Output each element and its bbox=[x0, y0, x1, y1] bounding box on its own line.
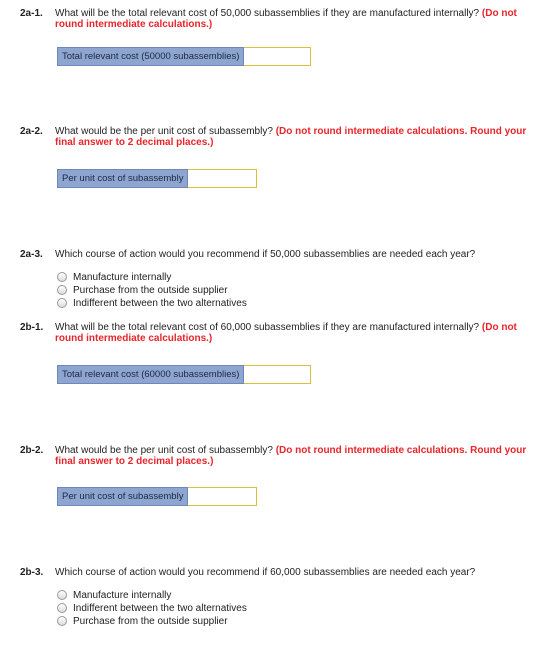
radio-button[interactable] bbox=[57, 616, 67, 626]
per-unit-cost-input-2b[interactable] bbox=[188, 487, 257, 506]
question-2b-1 bbox=[20, 322, 530, 344]
question-number: 2a-1. bbox=[20, 8, 43, 19]
total-relevant-cost-60000-input[interactable] bbox=[244, 365, 311, 384]
question-instruction: (Do not round intermediate calculations. Round your final answer to 2 decimal places.) bbox=[55, 126, 527, 148]
per-unit-cost-input-2a[interactable] bbox=[188, 169, 257, 188]
question-2b-3 bbox=[20, 567, 530, 578]
question-2a-3 bbox=[20, 249, 530, 260]
question-instruction: (Do not round intermediate calculations.) bbox=[55, 322, 517, 344]
question-2b-2 bbox=[20, 445, 530, 467]
radio-option[interactable] bbox=[57, 602, 247, 614]
answer-row-2b-2 bbox=[57, 487, 257, 506]
question-text: Which course of action would you recommend if 50,000 subassemblies are needed each year? bbox=[55, 249, 476, 260]
radio-button[interactable] bbox=[57, 298, 67, 308]
answer-label: Per unit cost of subassembly bbox=[57, 169, 188, 188]
answer-label: Total relevant cost (60000 subassemblies) bbox=[57, 365, 244, 384]
radio-label: Purchase from the outside supplier bbox=[73, 284, 228, 296]
radio-button[interactable] bbox=[57, 590, 67, 600]
answer-row-2a-1 bbox=[57, 47, 311, 66]
question-number: 2a-3. bbox=[20, 249, 43, 260]
question-number: 2b-2. bbox=[20, 445, 44, 456]
radio-option[interactable] bbox=[57, 297, 247, 309]
question-instruction: (Do not round intermediate calculations. Round your final answer to 2 decimal places.) bbox=[55, 445, 527, 467]
question-text-block bbox=[55, 126, 530, 148]
answer-row-2b-1 bbox=[57, 365, 311, 384]
question-2a-1 bbox=[20, 8, 530, 30]
question-text: What will be the total relevant cost of 50,000 subassemblies if they are manufactured internally? bbox=[55, 8, 480, 19]
question-text: Which course of action would you recommend if 60,000 subassemblies are needed each year? bbox=[55, 567, 476, 578]
radio-button[interactable] bbox=[57, 272, 67, 282]
radio-button[interactable] bbox=[57, 603, 67, 613]
radio-label: Manufacture internally bbox=[73, 271, 172, 283]
radio-label: Manufacture internally bbox=[73, 589, 172, 601]
radio-option[interactable] bbox=[57, 615, 247, 627]
radio-group-2a-3 bbox=[57, 271, 247, 310]
radio-option[interactable] bbox=[57, 284, 247, 296]
radio-label: Purchase from the outside supplier bbox=[73, 615, 228, 627]
radio-group-2b-3 bbox=[57, 589, 247, 628]
answer-row-2a-2 bbox=[57, 169, 257, 188]
question-text-block bbox=[55, 445, 530, 467]
answer-label: Per unit cost of subassembly bbox=[57, 487, 188, 506]
question-text: What would be the per unit cost of subassembly? bbox=[55, 126, 273, 137]
answer-label: Total relevant cost (50000 subassemblies) bbox=[57, 47, 244, 66]
question-number: 2b-1. bbox=[20, 322, 44, 333]
question-text-block bbox=[55, 249, 530, 260]
total-relevant-cost-50000-input[interactable] bbox=[244, 47, 311, 66]
question-text-block bbox=[55, 322, 530, 344]
question-number: 2b-3. bbox=[20, 567, 44, 578]
radio-label: Indifferent between the two alternatives bbox=[73, 602, 247, 614]
question-number: 2a-2. bbox=[20, 126, 43, 137]
question-text-block bbox=[55, 567, 530, 578]
radio-button[interactable] bbox=[57, 285, 67, 295]
question-2a-2 bbox=[20, 126, 530, 148]
radio-label: Indifferent between the two alternatives bbox=[73, 297, 247, 309]
radio-option[interactable] bbox=[57, 589, 247, 601]
question-text-block bbox=[55, 8, 530, 30]
radio-option[interactable] bbox=[57, 271, 247, 283]
question-text: What will be the total relevant cost of 60,000 subassemblies if they are manufactured internally? bbox=[55, 322, 480, 333]
question-text: What would be the per unit cost of subassembly? bbox=[55, 445, 273, 456]
question-instruction: (Do not round intermediate calculations.) bbox=[55, 8, 517, 30]
